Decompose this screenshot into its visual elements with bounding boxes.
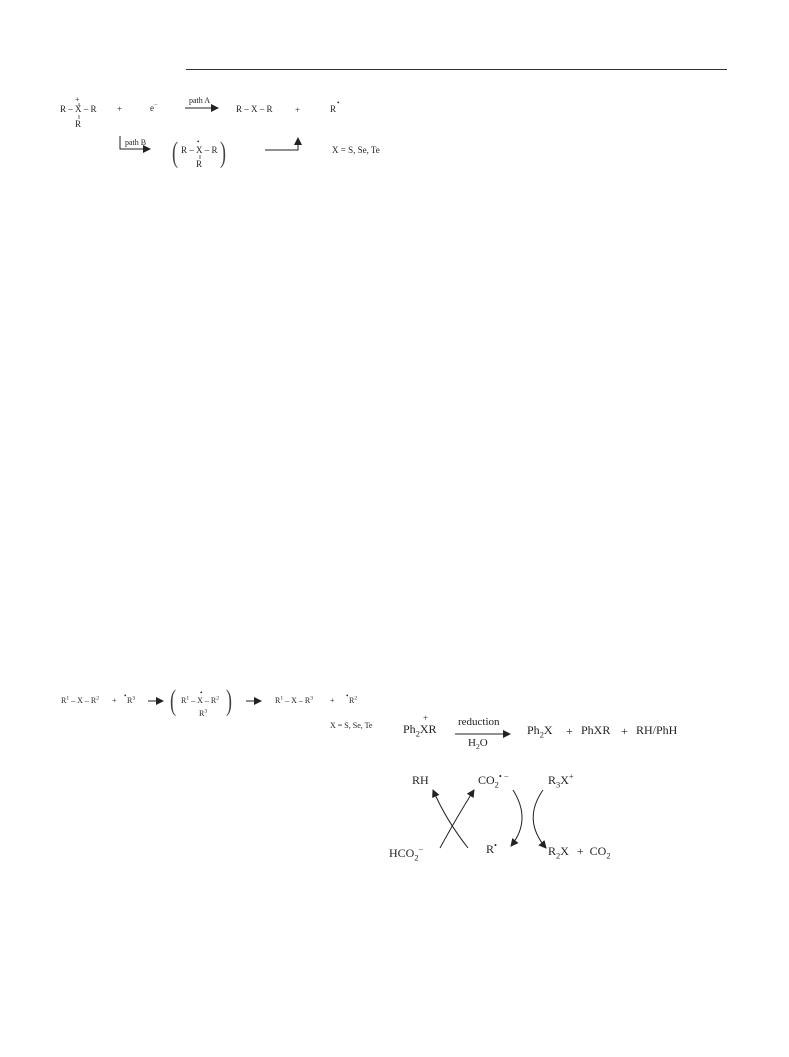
radical-r: R [330, 104, 337, 114]
path-b-label: path B [125, 138, 147, 147]
r3x-x: X [560, 773, 569, 787]
cycle-arrow-r3x-to-r2x [533, 790, 546, 848]
h-sub: 2 [475, 742, 480, 752]
r1-sup: 1 [66, 695, 70, 702]
arrow-label-top: reduction [458, 716, 500, 728]
r3-dot: • [124, 692, 127, 700]
plus-sign-s2b: + [330, 696, 335, 705]
intermediate-bottom-r: R [196, 159, 203, 169]
complex-open: ( [170, 684, 176, 717]
plus-sign-s3a: + [566, 724, 573, 738]
r3-sup: 3 [132, 695, 136, 702]
hco2-sub: 2 [414, 853, 419, 863]
r2x-plus: + [576, 844, 584, 858]
rrad-r: R [486, 842, 495, 856]
intermediate-dot: • [197, 138, 200, 146]
complex-r1-sup: 1 [186, 695, 190, 702]
r2x-sub: 2 [556, 851, 561, 861]
co2-co: CO [589, 844, 607, 858]
prod-mid: – X – R [283, 696, 311, 705]
path-b-arrow [120, 136, 150, 149]
r2-sup: 2 [96, 695, 100, 702]
intermediate-sulfuranyl: R – X – R [181, 145, 218, 155]
bracket-open: ( [172, 136, 178, 169]
r2-dot: • [346, 692, 349, 700]
co2r-co: CO [478, 773, 495, 787]
product-rh-phh: RH/PhH [636, 723, 678, 737]
cycle-arrow-co2-to-r [511, 790, 522, 846]
r2x-x: X [560, 844, 569, 858]
cycle-arrow-formate-to-rh [433, 790, 468, 848]
ph-sub: 2 [415, 729, 420, 739]
product-phxr: PhXR [581, 723, 611, 737]
complex-r3-sup: 3 [204, 708, 208, 715]
charge-plus: + [75, 95, 80, 104]
hco2-hco: HCO [389, 846, 415, 860]
reactant-bottom-r: R [75, 119, 82, 129]
prod-r1: R [275, 696, 281, 705]
x-definition: X = S, Se, Te [332, 145, 380, 155]
prod-r3-sup: 3 [310, 695, 314, 702]
r2: R [349, 696, 355, 705]
r3x-sub: 3 [556, 780, 561, 790]
h: H [468, 737, 476, 749]
ph: Ph [403, 722, 416, 736]
r3: R [127, 696, 133, 705]
co2r-sub: 2 [494, 780, 499, 790]
r3x-sup: + [568, 772, 574, 781]
complex-close: ) [226, 684, 232, 717]
cycle-arrow-formate-to-co2 [440, 790, 474, 848]
co2-sub: 2 [606, 851, 611, 861]
complex-dot: • [200, 689, 203, 697]
p1-ph: Ph [527, 723, 540, 737]
o: O [479, 737, 488, 749]
p1-x: X [543, 723, 553, 737]
electron-e: e [150, 103, 154, 113]
path-a-label: path A [189, 96, 211, 105]
p1-sub: 2 [539, 730, 544, 740]
r2-sup2: 2 [354, 695, 358, 702]
complex-r3: R [199, 709, 205, 718]
plus-sign-2: + [295, 105, 301, 115]
complex-mid: – X – R [189, 696, 217, 705]
plus-sign-s2: + [112, 696, 117, 705]
product-sulfide: R – X – R [236, 104, 273, 114]
complex-r1: R [181, 696, 187, 705]
r1-mid: – X – R [69, 696, 97, 705]
complex-r2-sup: 2 [216, 695, 220, 702]
reactant-sulfonium: R – X – R [60, 104, 97, 114]
reactant-plus: + [423, 713, 429, 723]
rrad-dot: • [494, 841, 497, 850]
radical-dot: • [337, 99, 340, 107]
plus-sign: + [117, 104, 123, 114]
prod-r1-sup: 1 [280, 695, 284, 702]
r3x-r: R [548, 773, 557, 787]
cycle-rh: RH [412, 773, 429, 787]
co2r-sup: • − [498, 772, 509, 781]
xr: XR [419, 722, 437, 736]
bracket-close: ) [220, 136, 226, 169]
return-arrow [265, 138, 298, 150]
r2x-r: R [548, 844, 557, 858]
r1: R [61, 696, 67, 705]
plus-sign-s3b: + [621, 724, 628, 738]
hco2-sup: − [418, 845, 424, 854]
x-definition-s2: X = S, Se, Te [330, 721, 373, 730]
electron-charge: − [154, 102, 158, 109]
